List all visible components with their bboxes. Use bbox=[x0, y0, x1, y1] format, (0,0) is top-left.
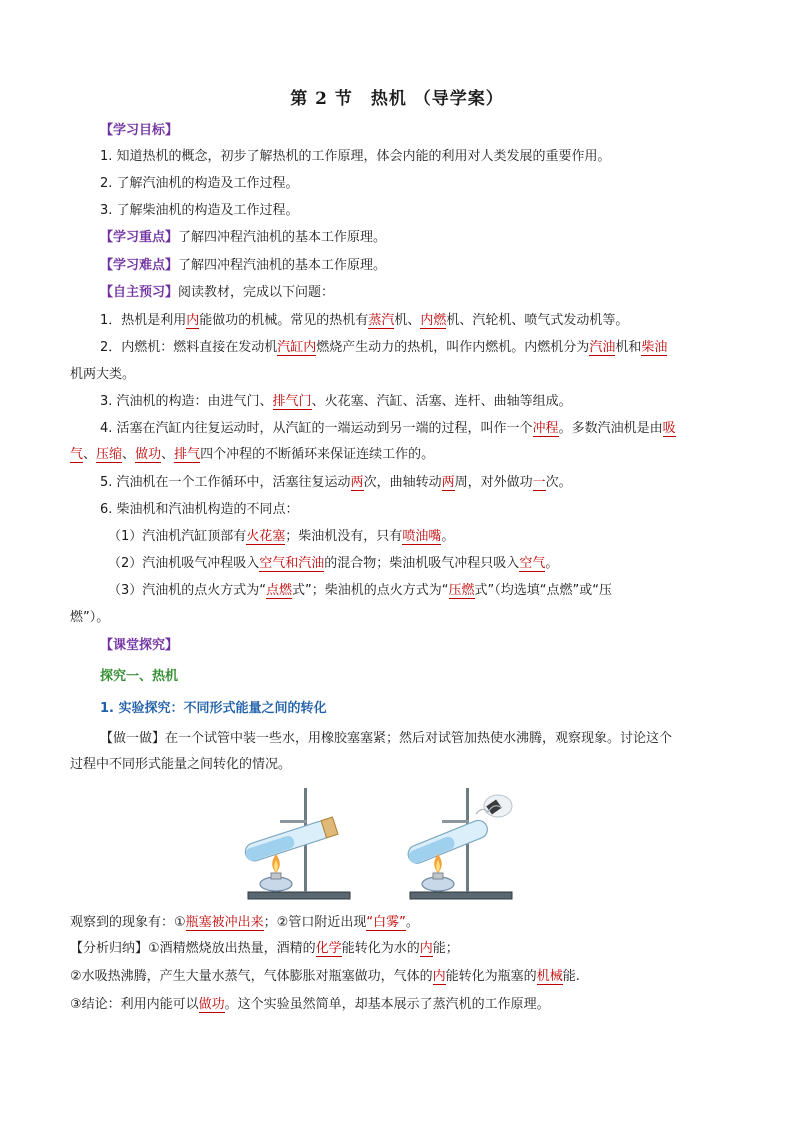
question-2: 2．内燃机：燃料直接在发动机汽缸内燃烧产生动力的热机，叫作内燃机。内燃机分为汽油机和柴油 bbox=[100, 340, 668, 355]
goal-item-1: 1. 知道热机的概念，初步了解热机的工作原理，体会内能的利用对人类发展的重要作用。 bbox=[100, 149, 611, 164]
question-1: 1．热机是利用内能做功的机械。常见的热机有蒸汽机、内燃机、汽轮机、喷气式发动机等。 bbox=[100, 313, 629, 328]
apparatus-left-figure bbox=[243, 788, 350, 899]
question-4: 4. 活塞在汽缸内往复运动时，从汽缸的一端运动到另一端的过程，叫作一个冲程。多数汽油机是由吸 bbox=[100, 421, 676, 436]
preview-heading: 【自主预习】阅读教材，完成以下问题： bbox=[100, 285, 335, 300]
analysis-line-1: 【分析归纳】①酒精燃烧放出热量，酒精的化学能转化为水的内能； bbox=[70, 941, 459, 956]
do-it-paragraph: 【做一做】在一个试管中装一些水，用橡胶塞塞紧；然后对试管加热使水沸腾，观察现象。讨论这个 bbox=[100, 731, 673, 746]
page-title: 第 2 节 热机 （导学案） bbox=[290, 89, 504, 109]
experiment-illustration bbox=[240, 780, 530, 902]
explore-1-heading: 探究一、热机 bbox=[100, 669, 179, 684]
goal-item-2: 2. 了解汽油机的构造及工作过程。 bbox=[100, 176, 299, 191]
class-explore-heading: 【课堂探究】 bbox=[100, 638, 179, 653]
analysis-line-3: ③结论：利用内能可以做功。这个实验虽然简单，却基本展示了蒸汽机的工作原理。 bbox=[70, 997, 550, 1012]
question-6: 6. 柴油机和汽油机构造的不同点： bbox=[100, 502, 299, 517]
question-4-cont: 气、压缩、做功、排气四个冲程的不断循环来保证连续工作的。 bbox=[70, 447, 435, 462]
goal-item-3: 3. 了解柴油机的构造及工作过程。 bbox=[100, 203, 299, 218]
question-6-2: （2）汽油机吸气冲程吸入空气和汽油的混合物；柴油机吸气冲程只吸入空气。 bbox=[108, 556, 559, 571]
question-6-3-cont: 燃”）。 bbox=[70, 610, 110, 625]
question-3: 3. 汽油机的构造：由进气门、排气门、火花塞、汽缸、活塞、连杆、曲轴等组成。 bbox=[100, 394, 572, 409]
question-5: 5. 汽油机在一个工作循环中，活塞往复运动两次，曲轴转动两周，对外做功一次。 bbox=[100, 475, 572, 490]
apparatus-right-figure bbox=[405, 788, 512, 899]
do-it-paragraph-cont: 过程中不同形式能量之间转化的情况。 bbox=[70, 757, 292, 772]
question-6-3: （3）汽油机的点火方式为“点燃式”；柴油机的点火方式为“压燃式”（均选填“点燃”或“压 bbox=[108, 583, 612, 598]
question-2-cont: 机两大类。 bbox=[70, 367, 136, 382]
question-6-1: （1）汽油机汽缸顶部有火花塞；柴油机没有，只有喷油嘴。 bbox=[108, 529, 455, 544]
analysis-line-2: ②水吸热沸腾，产生大量水蒸气，气体膨胀对瓶塞做功，气体的内能转化为瓶塞的机械能. bbox=[70, 969, 580, 984]
experiment-1-heading: 1. 实验探究：不同形式能量之间的转化 bbox=[100, 701, 327, 716]
key-point: 【学习重点】了解四冲程汽油机的基本工作原理。 bbox=[100, 230, 387, 245]
difficult-point: 【学习难点】了解四冲程汽油机的基本工作原理。 bbox=[100, 258, 387, 273]
observation-line: 观察到的现象有：①瓶塞被冲出来；②管口附近出现“白雾”。 bbox=[70, 915, 419, 930]
learning-goals-heading: 【学习目标】 bbox=[100, 123, 179, 138]
